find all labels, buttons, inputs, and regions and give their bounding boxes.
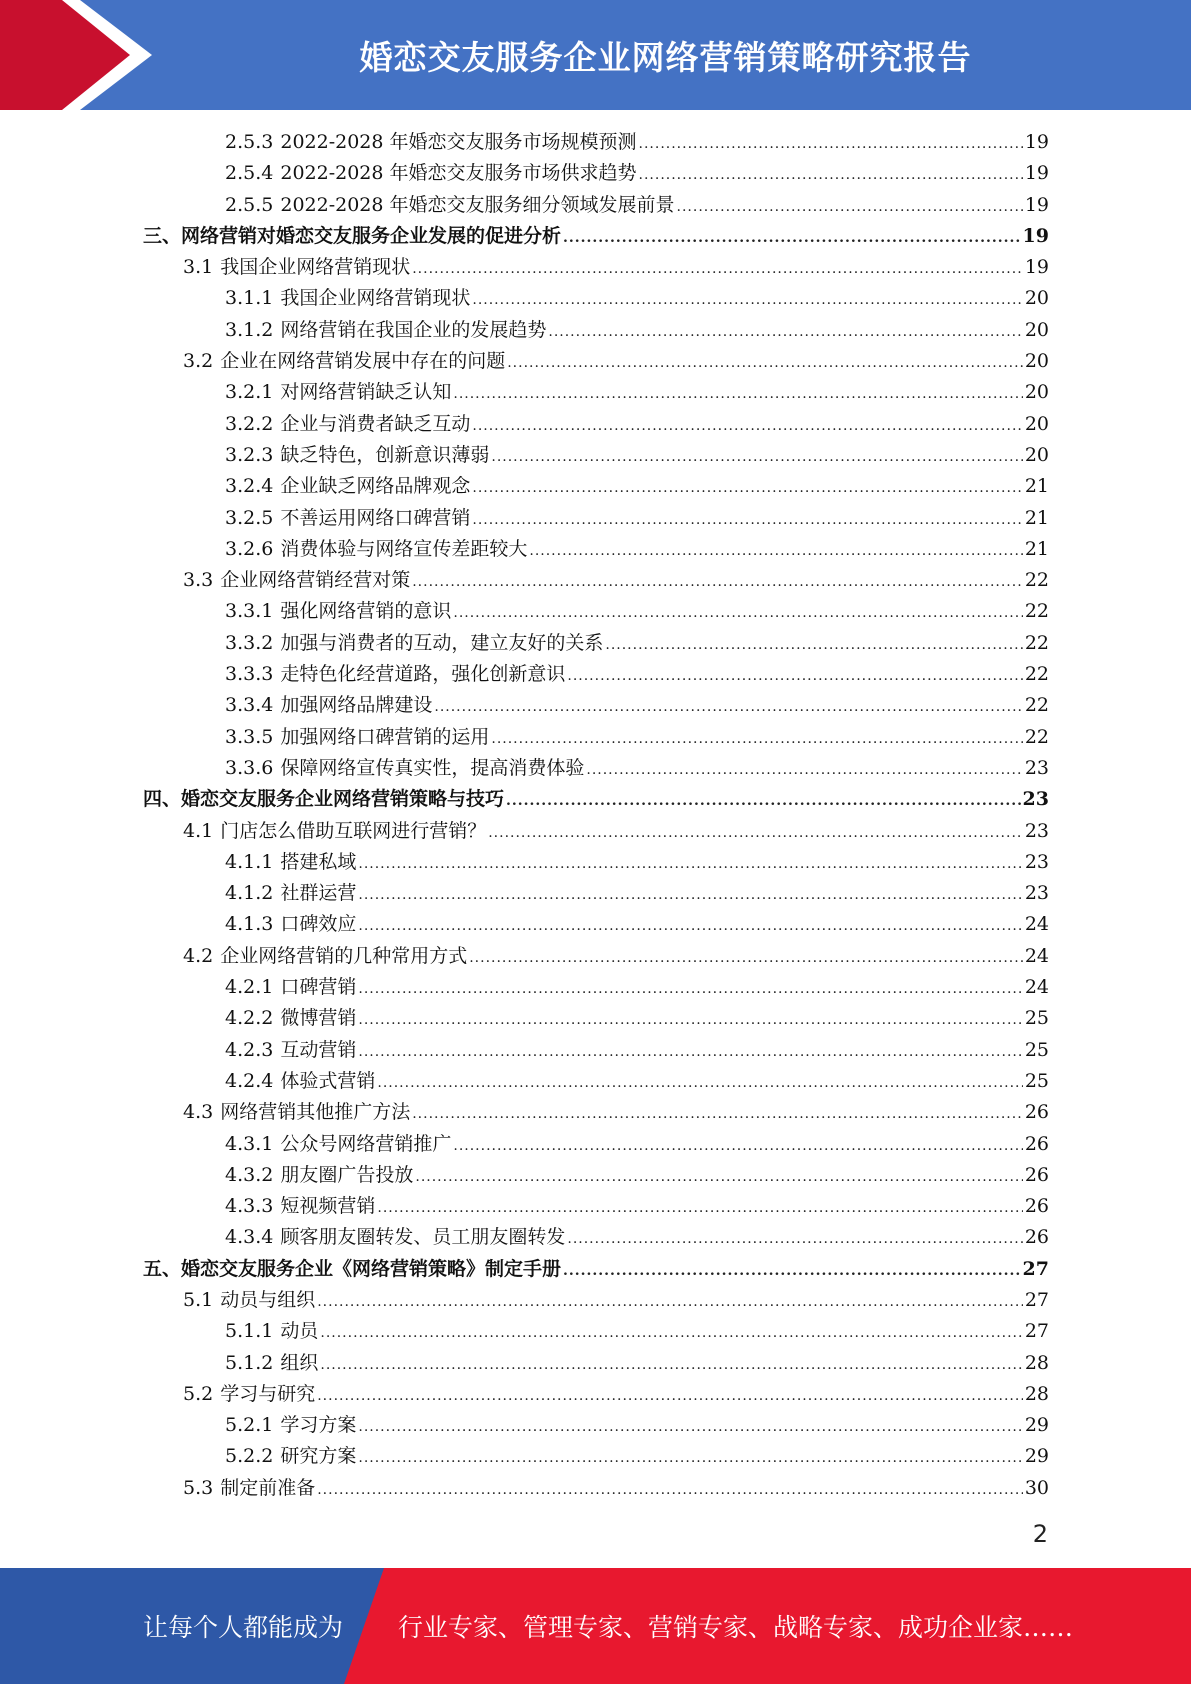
toc-dot-leader: [377, 1068, 1022, 1099]
toc-dot-leader: [639, 160, 1023, 191]
toc-dot-leader: [358, 974, 1022, 1005]
toc-entry-page: 27: [1024, 1288, 1049, 1311]
toc-dot-leader: [491, 442, 1022, 473]
toc-entry-title: 体验式营销: [280, 1069, 376, 1092]
toc-entry[interactable]: [143, 1035, 1049, 1066]
toc-entry[interactable]: [143, 816, 1049, 847]
toc-entry-title: 婚恋交友服务企业《网络营销策略》制定手册: [181, 1257, 562, 1280]
toc-entry-number: 3.2.4: [225, 475, 274, 498]
toc-entry-number: 3.1.1: [225, 287, 274, 310]
toc-dot-leader: [320, 1318, 1022, 1349]
toc-entry[interactable]: [143, 190, 1049, 221]
toc-dot-leader: [469, 943, 1023, 974]
toc-entry-title: 网络营销其他推广方法: [220, 1101, 411, 1124]
toc-dot-leader: [507, 348, 1023, 379]
toc-dot-leader: [358, 1005, 1022, 1036]
toc-entry-title: 我国企业网络营销现状: [280, 287, 471, 310]
toc-dot-leader: [358, 849, 1022, 880]
toc-entry-page: 21: [1024, 506, 1049, 529]
toc-entry[interactable]: [143, 1003, 1049, 1034]
toc-entry-title: 企业网络营销经营对策: [220, 569, 411, 592]
toc-entry-title: 强化网络营销的意识: [280, 600, 452, 623]
toc-entry-title: 朋友圈广告投放: [280, 1163, 414, 1186]
toc-entry-title: 2022-2028 年婚恋交友服务市场规模预测: [280, 131, 637, 153]
toc-dot-leader: [358, 1412, 1022, 1443]
toc-dot-leader: [567, 661, 1022, 692]
toc-entry[interactable]: [143, 127, 1049, 158]
toc-entry[interactable]: [143, 659, 1049, 690]
toc-dot-leader: [412, 1099, 1023, 1130]
toc-entry-number: 4.1.3: [225, 913, 274, 936]
toc-entry-page: 24: [1024, 976, 1049, 999]
toc-dot-leader: [453, 1131, 1022, 1162]
toc-entry-page: 25: [1024, 1007, 1049, 1030]
toc-entry[interactable]: [143, 941, 1049, 972]
toc-entry-number: 5.1.1: [225, 1320, 274, 1343]
toc-entry-title: 口碑效应: [280, 913, 357, 936]
toc-entry-page: 19: [1024, 193, 1049, 216]
toc-entry[interactable]: [143, 1379, 1049, 1410]
toc-entry[interactable]: [143, 1129, 1049, 1160]
toc-entry-title: 不善运用网络口碑营销: [280, 506, 471, 529]
toc-entry[interactable]: [143, 252, 1049, 283]
toc-dot-leader: [488, 818, 1023, 849]
toc-entry-number: 5.1: [183, 1288, 214, 1311]
toc-entry-number: 3.3.2: [225, 631, 274, 654]
toc-entry-page: 22: [1024, 725, 1049, 748]
toc-entry-number: 4.2.2: [225, 1007, 274, 1030]
toc-entry-page: 22: [1024, 600, 1049, 623]
toc-dot-leader: [506, 786, 1021, 817]
toc-entry[interactable]: [143, 722, 1049, 753]
toc-entry-title: 企业网络营销的几种常用方式: [220, 944, 468, 967]
toc-entry-page: 20: [1024, 318, 1049, 341]
toc-entry-title: 2022-2028 年婚恋交友服务细分领域发展前景: [280, 193, 675, 216]
toc-entry-title: 网络营销在我国企业的发展趋势: [280, 318, 547, 341]
toc-dot-leader: [358, 1037, 1022, 1068]
toc-dot-leader: [529, 536, 1022, 567]
toc-entry-number: 2.5.5: [225, 193, 274, 216]
toc-entry-page: 19: [1024, 256, 1049, 279]
toc-entry-page: 26: [1024, 1132, 1049, 1155]
toc-entry-number: 3.2.5: [225, 506, 274, 529]
toc-entry-number: 4.1.1: [225, 850, 274, 873]
toc-entry-number: 4.2: [183, 944, 214, 967]
toc-dot-leader: [639, 129, 1023, 160]
header-arrow-icon: [0, 0, 160, 110]
toc-entry-number: 3.3.3: [225, 663, 274, 686]
toc-entry-title: 2022-2028 年婚恋交友服务市场供求趋势: [280, 162, 637, 185]
toc-entry-number: 5.3: [183, 1476, 214, 1499]
toc-dot-leader: [453, 598, 1022, 629]
toc-entry-number: 4.2.3: [225, 1038, 274, 1061]
toc-entry-number: 3.1.2: [225, 318, 274, 341]
toc-dot-leader: [415, 1162, 1022, 1193]
toc-entry[interactable]: [143, 440, 1049, 471]
toc-dot-leader: [605, 630, 1022, 661]
toc-entry-page: 23: [1024, 850, 1049, 873]
toc-entry-title: 短视频营销: [280, 1195, 376, 1218]
toc-entry-number: 4.3.3: [225, 1195, 274, 1218]
toc-entry-page: 27: [1024, 1320, 1049, 1343]
toc-dot-leader: [567, 1224, 1022, 1255]
toc-entry-number: 4.1: [183, 819, 214, 842]
toc-entry[interactable]: [143, 1441, 1049, 1472]
footer-slogan-left: 让每个人都能成为: [143, 1613, 344, 1642]
toc-entry-number: 3.3.5: [225, 725, 274, 748]
toc-entry-number: 3.2.3: [225, 443, 274, 466]
toc-entry-page: 24: [1024, 944, 1049, 967]
toc-entry[interactable]: [143, 1285, 1049, 1316]
toc-entry-page: 19: [1024, 131, 1049, 153]
page-number: 2: [1032, 1520, 1048, 1548]
toc-entry-title: 搭建私域: [280, 850, 357, 873]
toc-dot-leader: [586, 755, 1022, 786]
table-of-contents: [143, 127, 1049, 1504]
toc-entry[interactable]: [143, 1348, 1049, 1379]
toc-entry-title: 加强与消费者的互动，建立友好的关系: [280, 631, 604, 654]
toc-entry-title: 互动营销: [280, 1038, 357, 1061]
toc-dot-leader: [548, 317, 1022, 348]
toc-entry-number: 3.2.2: [225, 412, 274, 435]
toc-entry-title: 动员与组织: [220, 1288, 316, 1311]
toc-entry-title: 加强网络品牌建设: [280, 694, 433, 717]
toc-entry-title: 加强网络口碑营销的运用: [280, 725, 490, 748]
toc-entry-page: 23: [1022, 788, 1049, 811]
toc-dot-leader: [563, 1256, 1021, 1287]
toc-entry-number: 4.3.4: [225, 1226, 274, 1249]
toc-entry[interactable]: [143, 503, 1049, 534]
toc-entry[interactable]: [143, 1066, 1049, 1097]
toc-entry-title: 网络营销对婚恋交友服务企业发展的促进分析: [181, 224, 562, 247]
toc-dot-leader: [358, 880, 1022, 911]
toc-entry[interactable]: [143, 972, 1049, 1003]
toc-dot-leader: [412, 567, 1023, 598]
toc-dot-leader: [317, 1381, 1023, 1412]
toc-entry-title: 门店怎么借助互联网进行营销？: [220, 819, 487, 842]
toc-entry[interactable]: [143, 847, 1049, 878]
toc-entry-title: 口碑营销: [280, 976, 357, 999]
toc-entry[interactable]: [143, 377, 1049, 408]
toc-entry-title: 保障网络宣传真实性，提高消费体验: [280, 756, 585, 779]
toc-entry-title: 社群运营: [280, 882, 357, 905]
toc-entry-number: 3.3.6: [225, 756, 274, 779]
toc-entry-page: 25: [1024, 1069, 1049, 1092]
toc-entry-number: 五、: [143, 1257, 182, 1280]
toc-entry[interactable]: [143, 1316, 1049, 1347]
toc-dot-leader: [472, 285, 1022, 316]
toc-entry-title: 企业缺乏网络品牌观念: [280, 475, 471, 498]
toc-entry-number: 3.2: [183, 350, 214, 373]
toc-entry-page: 23: [1024, 756, 1049, 779]
toc-entry-number: 4.1.2: [225, 882, 274, 905]
toc-dot-leader: [320, 1350, 1022, 1381]
toc-entry-page: 23: [1024, 882, 1049, 905]
toc-entry[interactable]: [143, 753, 1049, 784]
toc-entry-title: 企业在网络营销发展中存在的问题: [220, 350, 506, 373]
toc-entry-page: 21: [1024, 475, 1049, 498]
toc-entry[interactable]: [143, 534, 1049, 565]
toc-dot-leader: [491, 724, 1022, 755]
toc-entry-number: 3.2.6: [225, 537, 274, 560]
toc-entry-number: 5.2.2: [225, 1445, 274, 1468]
toc-entry-title: 对网络营销缺乏认知: [280, 381, 452, 404]
toc-dot-leader: [453, 379, 1022, 410]
page-footer: [0, 1568, 1191, 1684]
page-header: [0, 0, 1191, 110]
toc-entry-page: 27: [1022, 1257, 1049, 1280]
toc-entry-page: 21: [1024, 537, 1049, 560]
toc-entry-number: 4.3.2: [225, 1163, 274, 1186]
toc-entry[interactable]: [143, 158, 1049, 189]
page-title: 婚恋交友服务企业网络营销策略研究报告: [359, 37, 972, 77]
toc-entry-page: 30: [1024, 1476, 1049, 1499]
toc-entry-title: 公众号网络营销推广: [280, 1132, 452, 1155]
toc-entry-title: 走特色化经营道路，强化创新意识: [280, 663, 566, 686]
toc-entry[interactable]: [143, 315, 1049, 346]
toc-entry[interactable]: [143, 1097, 1049, 1128]
toc-entry[interactable]: [143, 784, 1049, 815]
toc-entry-number: 2.5.3: [225, 131, 274, 153]
toc-entry-title: 消费体验与网络宣传差距较大: [280, 537, 528, 560]
toc-entry-title: 组织: [280, 1351, 319, 1374]
toc-dot-leader: [472, 411, 1022, 442]
toc-entry-page: 26: [1024, 1163, 1049, 1186]
toc-entry[interactable]: [143, 346, 1049, 377]
toc-entry-number: 3.1: [183, 256, 214, 279]
toc-entry-page: 26: [1024, 1101, 1049, 1124]
toc-entry-title: 动员: [280, 1320, 319, 1343]
toc-entry-number: 5.1.2: [225, 1351, 274, 1374]
toc-entry-title: 缺乏特色，创新意识薄弱: [280, 443, 490, 466]
toc-entry-page: 26: [1024, 1195, 1049, 1218]
toc-entry-page: 29: [1024, 1445, 1049, 1468]
footer-slogan-right: 行业专家、管理专家、营销专家、战略专家、成功企业家……: [398, 1613, 1074, 1642]
toc-entry[interactable]: [143, 1410, 1049, 1441]
toc-entry-number: 2.5.4: [225, 162, 274, 185]
toc-entry-page: 20: [1024, 287, 1049, 310]
toc-entry-page: 25: [1024, 1038, 1049, 1061]
toc-entry-title: 企业与消费者缺乏互动: [280, 412, 471, 435]
toc-entry-number: 四、: [143, 788, 182, 811]
toc-entry[interactable]: [143, 221, 1049, 252]
toc-entry-number: 4.3: [183, 1101, 214, 1124]
toc-entry-title: 顾客朋友圈转发、员工朋友圈转发: [280, 1226, 566, 1249]
toc-entry-number: 3.3.1: [225, 600, 274, 623]
toc-entry-page: 22: [1024, 663, 1049, 686]
toc-dot-leader: [434, 692, 1022, 723]
toc-entry-page: 20: [1024, 443, 1049, 466]
toc-entry[interactable]: [143, 1254, 1049, 1285]
toc-entry-page: 22: [1024, 569, 1049, 592]
toc-entry-title: 学习与研究: [220, 1382, 316, 1405]
toc-entry-number: 3.3: [183, 569, 214, 592]
toc-entry[interactable]: [143, 690, 1049, 721]
toc-entry-number: 4.2.1: [225, 976, 274, 999]
toc-entry-number: 3.3.4: [225, 694, 274, 717]
toc-entry-title: 制定前准备: [220, 1476, 316, 1499]
toc-entry-page: 20: [1024, 381, 1049, 404]
toc-entry-page: 26: [1024, 1226, 1049, 1249]
toc-dot-leader: [563, 223, 1021, 254]
toc-entry-page: 24: [1024, 913, 1049, 936]
toc-dot-leader: [472, 505, 1022, 536]
toc-entry-page: 28: [1024, 1351, 1049, 1374]
toc-entry-page: 19: [1022, 224, 1049, 247]
toc-entry[interactable]: [143, 471, 1049, 502]
toc-entry[interactable]: [143, 409, 1049, 440]
toc-entry-title: 婚恋交友服务企业网络营销策略与技巧: [181, 788, 505, 811]
toc-entry[interactable]: [143, 596, 1049, 627]
toc-entry-page: 29: [1024, 1414, 1049, 1437]
toc-dot-leader: [377, 1193, 1022, 1224]
toc-entry-number: 5.2: [183, 1382, 214, 1405]
toc-entry[interactable]: [143, 1222, 1049, 1253]
toc-entry[interactable]: [143, 1473, 1049, 1504]
toc-dot-leader: [317, 1475, 1023, 1506]
toc-entry-title: 研究方案: [280, 1445, 357, 1468]
toc-entry-number: 4.3.1: [225, 1132, 274, 1155]
toc-dot-leader: [677, 192, 1023, 223]
toc-entry-page: 23: [1024, 819, 1049, 842]
toc-entry[interactable]: [143, 283, 1049, 314]
toc-entry-page: 19: [1024, 162, 1049, 185]
toc-entry-number: 4.2.4: [225, 1069, 274, 1092]
toc-entry-title: 我国企业网络营销现状: [220, 256, 411, 279]
toc-entry-page: 20: [1024, 412, 1049, 435]
toc-dot-leader: [317, 1287, 1023, 1318]
toc-entry-page: 28: [1024, 1382, 1049, 1405]
toc-entry-number: 三、: [143, 224, 182, 247]
toc-entry[interactable]: [143, 565, 1049, 596]
toc-entry[interactable]: [143, 1191, 1049, 1222]
toc-entry-page: 20: [1024, 350, 1049, 373]
toc-entry[interactable]: [143, 909, 1049, 940]
toc-dot-leader: [358, 1443, 1022, 1474]
toc-entry-number: 3.2.1: [225, 381, 274, 404]
toc-entry[interactable]: [143, 878, 1049, 909]
toc-dot-leader: [358, 911, 1022, 942]
toc-entry[interactable]: [143, 1160, 1049, 1191]
toc-dot-leader: [412, 254, 1023, 285]
toc-entry-title: 微博营销: [280, 1007, 357, 1030]
toc-entry[interactable]: [143, 628, 1049, 659]
toc-dot-leader: [472, 473, 1022, 504]
toc-entry-page: 22: [1024, 631, 1049, 654]
toc-entry-number: 5.2.1: [225, 1414, 274, 1437]
toc-entry-title: 学习方案: [280, 1414, 357, 1437]
toc-entry-page: 22: [1024, 694, 1049, 717]
